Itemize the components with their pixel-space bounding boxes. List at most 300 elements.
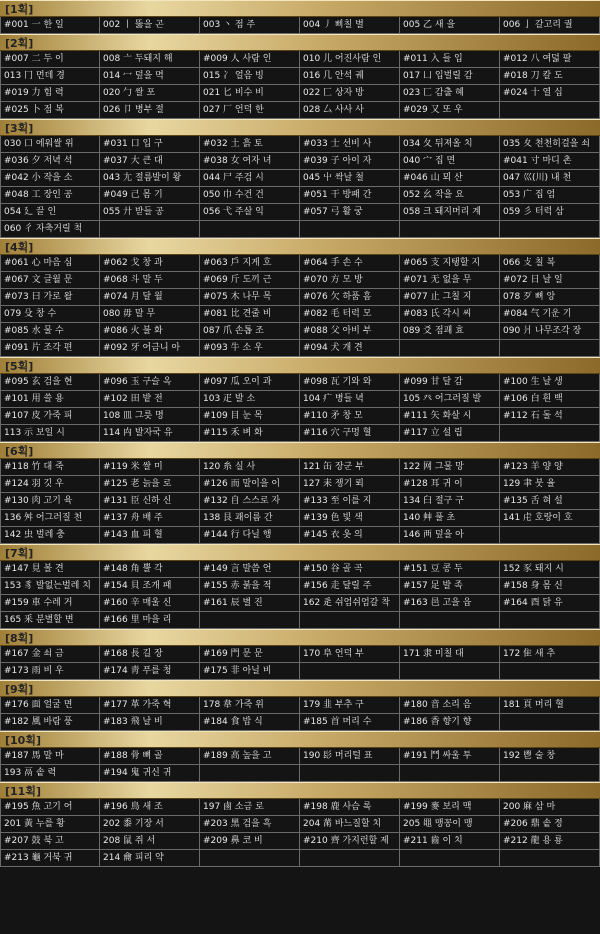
radical-cell: #099 甘 달 감 bbox=[400, 374, 500, 391]
radical-cell: 027 厂 언덕 한 bbox=[200, 102, 300, 119]
radical-cell: #042 小 작을 소 bbox=[0, 170, 100, 187]
radical-cell: #032 土 흙 토 bbox=[200, 136, 300, 153]
radical-cell: 078 歹 뼈 앙 bbox=[500, 289, 600, 306]
empty-cell bbox=[400, 850, 500, 867]
radical-cell: 028 厶 사사 사 bbox=[300, 102, 400, 119]
radical-cell: #025 卜 점 복 bbox=[0, 102, 100, 119]
radical-cell: #154 貝 조개 패 bbox=[100, 578, 200, 595]
table-row bbox=[0, 204, 600, 221]
table-row bbox=[0, 816, 600, 833]
radical-cell: 060 彳 자축거릴 척 bbox=[0, 221, 100, 238]
table-row bbox=[0, 748, 600, 765]
radical-cell: 140 艸 풀 초 bbox=[400, 510, 500, 527]
radical-cell: #063 戶 지게 호 bbox=[200, 255, 300, 272]
stroke-section bbox=[0, 629, 600, 680]
radical-cell: #048 工 장인 공 bbox=[0, 187, 100, 204]
empty-cell bbox=[400, 612, 500, 629]
radical-cell: #147 見 볼 견 bbox=[0, 561, 100, 578]
radical-cell: #049 己 몸 기 bbox=[100, 187, 200, 204]
radical-cell: 202 黍 기장 서 bbox=[100, 816, 200, 833]
radical-cell: #150 谷 골 곡 bbox=[300, 561, 400, 578]
radical-cell: 201 黃 누를 황 bbox=[0, 816, 100, 833]
radical-cell: 003 丶 점 주 bbox=[200, 17, 300, 34]
radical-cell: #086 火 불 화 bbox=[100, 323, 200, 340]
empty-cell bbox=[500, 850, 600, 867]
radical-cell: #177 革 가죽 혁 bbox=[100, 697, 200, 714]
radical-cell: 008 亠 두돼지 해 bbox=[100, 51, 200, 68]
empty-cell bbox=[200, 612, 300, 629]
radical-cell: 080 毋 말 무 bbox=[100, 306, 200, 323]
radical-cell: 105 癶 어그러질 발 bbox=[400, 391, 500, 408]
table-row bbox=[0, 425, 600, 442]
radical-cell: #085 水 물 수 bbox=[0, 323, 100, 340]
section-header: [3획] bbox=[0, 119, 600, 136]
table-row bbox=[0, 833, 600, 850]
radical-cell: 090 爿 나무조각 장 bbox=[500, 323, 600, 340]
table-row bbox=[0, 612, 600, 629]
radical-cell: #081 比 견줄 비 bbox=[200, 306, 300, 323]
radical-cell: #156 走 달릴 주 bbox=[300, 578, 400, 595]
radical-cell: 190 髟 머리털 표 bbox=[300, 748, 400, 765]
stroke-section bbox=[0, 357, 600, 442]
stroke-section bbox=[0, 442, 600, 544]
radical-cell: #158 身 몸 신 bbox=[500, 578, 600, 595]
table-row bbox=[0, 17, 600, 34]
table-row bbox=[0, 646, 600, 663]
radical-cell: #169 門 문 문 bbox=[200, 646, 300, 663]
radical-cell: #117 立 설 립 bbox=[400, 425, 500, 442]
radical-cell: 192 鬯 술 창 bbox=[500, 748, 600, 765]
radical-cell: 205 黽 맹꽁이 맹 bbox=[400, 816, 500, 833]
radical-cell: #065 支 지탱할 지 bbox=[400, 255, 500, 272]
radical-cell: 013 冂 먼데 경 bbox=[0, 68, 100, 85]
radical-cell: #166 里 마을 리 bbox=[100, 612, 200, 629]
radical-cell: 138 艮 괘이름 간 bbox=[200, 510, 300, 527]
table-row bbox=[0, 714, 600, 731]
radical-cell: 204 黹 바느질할 치 bbox=[300, 816, 400, 833]
radical-cell: #173 雨 비 우 bbox=[0, 663, 100, 680]
radical-cell: #046 山 뫼 산 bbox=[400, 170, 500, 187]
empty-cell bbox=[400, 765, 500, 782]
section-header: [9획] bbox=[0, 680, 600, 697]
empty-cell bbox=[200, 221, 300, 238]
radical-cell: #036 夕 저녁 석 bbox=[0, 153, 100, 170]
radical-cell: #024 十 열 십 bbox=[500, 85, 600, 102]
empty-cell bbox=[200, 850, 300, 867]
radical-cell: #157 足 발 족 bbox=[400, 578, 500, 595]
table-row bbox=[0, 289, 600, 306]
radical-cell: #189 高 높을 고 bbox=[200, 748, 300, 765]
radical-cell: #213 龜 거북 귀 bbox=[0, 850, 100, 867]
radical-cell: #051 干 방패 간 bbox=[300, 187, 400, 204]
radical-cell: 165 釆 분별할 변 bbox=[0, 612, 100, 629]
radical-cell: #182 風 바람 풍 bbox=[0, 714, 100, 731]
radical-cell: #106 白 흰 백 bbox=[500, 391, 600, 408]
table-row bbox=[0, 68, 600, 85]
radical-cell: #072 日 날 일 bbox=[500, 272, 600, 289]
empty-cell bbox=[300, 663, 400, 680]
section-header: [11획] bbox=[0, 782, 600, 799]
radical-cell: #062 戈 창 과 bbox=[100, 255, 200, 272]
radical-cell: 181 頁 머리 혈 bbox=[500, 697, 600, 714]
radical-cell: #174 靑 푸를 청 bbox=[100, 663, 200, 680]
radical-cell: #159 車 수레 거 bbox=[0, 595, 100, 612]
radical-cell: #180 音 소리 음 bbox=[400, 697, 500, 714]
empty-cell bbox=[500, 102, 600, 119]
radical-cell: #167 金 쇠 금 bbox=[0, 646, 100, 663]
radical-cell: #096 玉 구슬 옥 bbox=[100, 374, 200, 391]
radical-cell: 129 聿 붓 율 bbox=[500, 476, 600, 493]
radical-cell: #175 非 아닐 비 bbox=[200, 663, 300, 680]
radical-cell: 044 尸 주검 시 bbox=[200, 170, 300, 187]
radical-cell: 113 示 보일 시 bbox=[0, 425, 100, 442]
radical-cell: #185 首 머리 수 bbox=[300, 714, 400, 731]
radical-cell: 120 糸 실 사 bbox=[200, 459, 300, 476]
empty-cell bbox=[500, 425, 600, 442]
table-row bbox=[0, 374, 600, 391]
radical-cell: #029 又 또 우 bbox=[400, 102, 500, 119]
radical-cell: 172 隹 새 추 bbox=[500, 646, 600, 663]
table-row bbox=[0, 595, 600, 612]
empty-cell bbox=[500, 765, 600, 782]
radical-cell: #076 欠 하품 흠 bbox=[300, 289, 400, 306]
empty-cell bbox=[300, 765, 400, 782]
radical-cell: #183 飛 날 비 bbox=[100, 714, 200, 731]
radical-cell: #091 片 조각 편 bbox=[0, 340, 100, 357]
empty-cell bbox=[300, 221, 400, 238]
table-row bbox=[0, 459, 600, 476]
table-row bbox=[0, 102, 600, 119]
radical-cell: #210 齊 가지런할 제 bbox=[300, 833, 400, 850]
radical-cell: #176 面 얼굴 면 bbox=[0, 697, 100, 714]
radical-cell: 043 尢 절름발이 왕 bbox=[100, 170, 200, 187]
radical-cell: 026 卩 병부 절 bbox=[100, 102, 200, 119]
radical-cell: #088 父 아비 부 bbox=[300, 323, 400, 340]
section-header: [4획] bbox=[0, 238, 600, 255]
radical-cell: 014 冖 덮을 멱 bbox=[100, 68, 200, 85]
radical-cell: 052 幺 작을 요 bbox=[400, 187, 500, 204]
radical-cell: #110 矛 창 모 bbox=[300, 408, 400, 425]
empty-cell bbox=[500, 663, 600, 680]
radical-cell: 054 廴 끌 인 bbox=[0, 204, 100, 221]
table-row bbox=[0, 85, 600, 102]
radical-cell: #064 手 손 수 bbox=[300, 255, 400, 272]
radical-cell: #130 肉 고기 육 bbox=[0, 493, 100, 510]
stroke-section bbox=[0, 731, 600, 782]
radical-cell: #148 角 뿔 각 bbox=[100, 561, 200, 578]
empty-cell bbox=[500, 527, 600, 544]
table-row bbox=[0, 153, 600, 170]
radical-cell: #038 女 여자 녀 bbox=[200, 153, 300, 170]
radical-cell: #012 八 여덟 팔 bbox=[500, 51, 600, 68]
table-row bbox=[0, 136, 600, 153]
radical-cell: 047 巛(川) 내 천 bbox=[500, 170, 600, 187]
table-row bbox=[0, 765, 600, 782]
radical-cell: #084 气 기운 기 bbox=[500, 306, 600, 323]
table-row bbox=[0, 391, 600, 408]
radical-cell: 162 辵 쉬엄쉬엄갈 착 bbox=[300, 595, 400, 612]
radical-cell: 015 冫 얼음 빙 bbox=[200, 68, 300, 85]
table-row bbox=[0, 408, 600, 425]
radical-cell: #074 月 달 월 bbox=[100, 289, 200, 306]
radical-cell: #125 老 늙을 로 bbox=[100, 476, 200, 493]
table-row bbox=[0, 510, 600, 527]
empty-cell bbox=[300, 850, 400, 867]
radical-cell: #199 麥 보리 맥 bbox=[400, 799, 500, 816]
radical-cell: 079 殳 창 수 bbox=[0, 306, 100, 323]
radical-cell: #151 豆 콩 두 bbox=[400, 561, 500, 578]
empty-cell bbox=[300, 612, 400, 629]
radical-cell: #155 赤 붉을 적 bbox=[200, 578, 300, 595]
radical-cell: 208 鼠 쥐 서 bbox=[100, 833, 200, 850]
empty-cell bbox=[500, 612, 600, 629]
empty-cell bbox=[500, 714, 600, 731]
radical-cell: #009 人 사람 인 bbox=[200, 51, 300, 68]
radical-cell: #033 士 선비 사 bbox=[300, 136, 400, 153]
table-row bbox=[0, 697, 600, 714]
radical-cell: 006 亅 갈고리 궐 bbox=[500, 17, 600, 34]
radical-cell: 153 豸 발없는벌레 치 bbox=[0, 578, 100, 595]
radical-cell: #018 刀 칼 도 bbox=[500, 68, 600, 85]
radical-cell: 114 禸 발자국 유 bbox=[100, 425, 200, 442]
radical-cell: #061 心 마음 심 bbox=[0, 255, 100, 272]
radical-cell: 121 缶 장군 부 bbox=[300, 459, 400, 476]
radical-cell: 035 夊 천천히걸을 쇠 bbox=[500, 136, 600, 153]
table-row bbox=[0, 221, 600, 238]
radical-cell: 178 韋 가죽 위 bbox=[200, 697, 300, 714]
radical-cell: 146 襾 덮을 아 bbox=[400, 527, 500, 544]
radical-cell: #037 大 큰 대 bbox=[100, 153, 200, 170]
radical-cell: #135 舌 혀 설 bbox=[500, 493, 600, 510]
radical-cell: 030 口 에워쌀 위 bbox=[0, 136, 100, 153]
stroke-section bbox=[0, 680, 600, 731]
radical-cell: #094 犬 개 견 bbox=[300, 340, 400, 357]
radical-cell: 050 巾 수건 건 bbox=[200, 187, 300, 204]
empty-cell bbox=[500, 340, 600, 357]
radical-cell: #075 木 나무 목 bbox=[200, 289, 300, 306]
radical-cell: 193 鬲 솥 력 bbox=[0, 765, 100, 782]
radical-cell: #126 而 말이을 이 bbox=[200, 476, 300, 493]
radical-cell: 103 疋 발 소 bbox=[200, 391, 300, 408]
radical-cell: #133 至 이를 지 bbox=[300, 493, 400, 510]
radical-cell: 016 几 안석 궤 bbox=[300, 68, 400, 85]
radical-cell: #119 米 쌀 미 bbox=[100, 459, 200, 476]
radical-cell: 141 虍 호랑이 호 bbox=[500, 510, 600, 527]
radical-cell: 053 广 집 엄 bbox=[500, 187, 600, 204]
radical-cell: #093 牛 소 우 bbox=[200, 340, 300, 357]
stroke-section bbox=[0, 119, 600, 238]
section-header: [6획] bbox=[0, 442, 600, 459]
radical-cell: 136 舛 어그러질 천 bbox=[0, 510, 100, 527]
radical-cell: #098 瓦 기와 와 bbox=[300, 374, 400, 391]
radical-cell: 058 크 돼지머리 계 bbox=[400, 204, 500, 221]
radical-cell: 127 耒 쟁기 뢰 bbox=[300, 476, 400, 493]
radical-cell: 152 豕 돼지 시 bbox=[500, 561, 600, 578]
radical-cell: #186 香 향기 향 bbox=[400, 714, 500, 731]
empty-cell bbox=[400, 340, 500, 357]
radical-cell: #069 斤 도끼 근 bbox=[200, 272, 300, 289]
radical-cell: 197 鹵 소금 로 bbox=[200, 799, 300, 816]
radical-cell: #128 耳 귀 이 bbox=[400, 476, 500, 493]
section-header: [1획] bbox=[0, 0, 600, 17]
radical-cell: #031 口 입 구 bbox=[100, 136, 200, 153]
radical-cell: #019 力 힘 력 bbox=[0, 85, 100, 102]
radical-cell: 021 匕 비수 비 bbox=[200, 85, 300, 102]
radical-cell: 040 宀 집 면 bbox=[400, 153, 500, 170]
radical-cell: #203 黑 검을 흑 bbox=[200, 816, 300, 833]
radical-cell: #071 无 없을 무 bbox=[400, 272, 500, 289]
radical-cell: 171 隶 미칠 대 bbox=[400, 646, 500, 663]
radical-cell: 005 乙 새 을 bbox=[400, 17, 500, 34]
radical-cell: #212 龍 용 룡 bbox=[500, 833, 600, 850]
table-row bbox=[0, 51, 600, 68]
radical-cell: 104 疒 병들 녁 bbox=[300, 391, 400, 408]
radical-cell: 056 弋 주살 익 bbox=[200, 204, 300, 221]
radical-cell: 022 匚 상자 방 bbox=[300, 85, 400, 102]
table-row bbox=[0, 561, 600, 578]
table-row bbox=[0, 170, 600, 187]
radical-cell: #077 止 그칠 지 bbox=[400, 289, 500, 306]
table-row bbox=[0, 850, 600, 867]
empty-cell bbox=[500, 221, 600, 238]
empty-cell bbox=[400, 663, 500, 680]
radical-cell: 179 韭 부추 구 bbox=[300, 697, 400, 714]
table-row bbox=[0, 255, 600, 272]
radical-cell: #123 羊 양 양 bbox=[500, 459, 600, 476]
table-row bbox=[0, 306, 600, 323]
radical-cell: #041 寸 마디 촌 bbox=[500, 153, 600, 170]
radical-cell: 002 丨 뚫을 곤 bbox=[100, 17, 200, 34]
radical-cell: 059 彡 터럭 삼 bbox=[500, 204, 600, 221]
radical-cell: #145 衣 옷 의 bbox=[300, 527, 400, 544]
section-header: [5획] bbox=[0, 357, 600, 374]
radical-cell: #144 行 다닐 행 bbox=[200, 527, 300, 544]
radical-cell: 004 丿 삐칠 별 bbox=[300, 17, 400, 34]
stroke-section bbox=[0, 544, 600, 629]
radical-cell: #112 石 돌 석 bbox=[500, 408, 600, 425]
radical-cell: 023 匸 감출 혜 bbox=[400, 85, 500, 102]
radical-cell: #191 鬥 싸울 투 bbox=[400, 748, 500, 765]
radical-cell: 089 爻 점괘 효 bbox=[400, 323, 500, 340]
radical-cell: #206 鼎 솥 정 bbox=[500, 816, 600, 833]
radical-cell: 066 攴 칠 복 bbox=[500, 255, 600, 272]
radical-cell: #067 文 글월 문 bbox=[0, 272, 100, 289]
radical-cell: #149 言 말씀 언 bbox=[200, 561, 300, 578]
radical-cell: #139 色 빛 색 bbox=[300, 510, 400, 527]
radical-cell: #132 自 스스로 자 bbox=[200, 493, 300, 510]
radical-cell: #195 魚 고기 어 bbox=[0, 799, 100, 816]
table-row bbox=[0, 493, 600, 510]
table-row bbox=[0, 187, 600, 204]
radical-cell: #184 食 밥 식 bbox=[200, 714, 300, 731]
table-row bbox=[0, 578, 600, 595]
section-header: [7획] bbox=[0, 544, 600, 561]
radical-cell: #092 牙 어금니 아 bbox=[100, 340, 200, 357]
radical-cell: #143 血 피 혈 bbox=[100, 527, 200, 544]
stroke-section bbox=[0, 238, 600, 357]
radical-cell: #211 齒 이 치 bbox=[400, 833, 500, 850]
radical-cell: #209 鼻 코 비 bbox=[200, 833, 300, 850]
radical-cell: 200 麻 삼 마 bbox=[500, 799, 600, 816]
stroke-section bbox=[0, 34, 600, 119]
radical-cell: #160 辛 매울 신 bbox=[100, 595, 200, 612]
radical-cell: 045 屮 싹날 철 bbox=[300, 170, 400, 187]
radical-cell: 122 网 그물 망 bbox=[400, 459, 500, 476]
radical-cell: #083 氏 각시 씨 bbox=[400, 306, 500, 323]
radical-cell: #097 瓜 오이 과 bbox=[200, 374, 300, 391]
radical-cell: #073 曰 가로 왈 bbox=[0, 289, 100, 306]
radical-cell: 020 勹 쌀 포 bbox=[100, 85, 200, 102]
radical-cell: #137 舟 배 주 bbox=[100, 510, 200, 527]
section-header: [8획] bbox=[0, 629, 600, 646]
radical-cell: #102 田 밭 전 bbox=[100, 391, 200, 408]
table-row bbox=[0, 272, 600, 289]
radical-cell: #011 入 들 입 bbox=[400, 51, 500, 68]
radical-cell: #115 禾 벼 화 bbox=[200, 425, 300, 442]
radical-cell: #194 鬼 귀신 귀 bbox=[100, 765, 200, 782]
radical-cell: #207 鼓 북 고 bbox=[0, 833, 100, 850]
radical-cell: 034 夂 뒤져올 치 bbox=[400, 136, 500, 153]
radical-cell: #118 竹 대 죽 bbox=[0, 459, 100, 476]
radical-cell: #100 生 날 생 bbox=[500, 374, 600, 391]
radical-cell: 134 臼 절구 구 bbox=[400, 493, 500, 510]
table-row bbox=[0, 323, 600, 340]
radical-cell: #095 玄 검을 현 bbox=[0, 374, 100, 391]
table-row bbox=[0, 663, 600, 680]
radical-cell: #131 臣 신하 신 bbox=[100, 493, 200, 510]
radical-cell: #007 二 두 이 bbox=[0, 51, 100, 68]
stroke-section bbox=[0, 782, 600, 867]
table-row bbox=[0, 340, 600, 357]
table-row bbox=[0, 799, 600, 816]
radical-cell: 142 虫 벌레 충 bbox=[0, 527, 100, 544]
empty-cell bbox=[200, 765, 300, 782]
radical-cell: 108 皿 그릇 명 bbox=[100, 408, 200, 425]
radical-cell: #068 斗 말 두 bbox=[100, 272, 200, 289]
radical-cell: #082 毛 터럭 모 bbox=[300, 306, 400, 323]
empty-cell bbox=[400, 221, 500, 238]
radical-cell: #188 骨 뼈 골 bbox=[100, 748, 200, 765]
radical-cell: #039 子 아이 자 bbox=[300, 153, 400, 170]
radical-cell: #070 方 모 방 bbox=[300, 272, 400, 289]
radical-cell: #187 馬 말 마 bbox=[0, 748, 100, 765]
radical-cell: 010 儿 어진사람 인 bbox=[300, 51, 400, 68]
radical-cell: #124 羽 깃 우 bbox=[0, 476, 100, 493]
radical-cell: #057 弓 활 궁 bbox=[300, 204, 400, 221]
stroke-section bbox=[0, 0, 600, 34]
section-header: [10획] bbox=[0, 731, 600, 748]
radical-cell: #101 用 쓸 용 bbox=[0, 391, 100, 408]
radical-cell: #161 辰 별 진 bbox=[200, 595, 300, 612]
radical-cell: #107 皮 가죽 피 bbox=[0, 408, 100, 425]
radical-cell: #109 目 눈 목 bbox=[200, 408, 300, 425]
radical-cell: #196 鳥 새 조 bbox=[100, 799, 200, 816]
section-header: [2획] bbox=[0, 34, 600, 51]
radical-cell: #001 一 한 일 bbox=[0, 17, 100, 34]
radical-cell: #168 長 길 장 bbox=[100, 646, 200, 663]
radical-cell: #198 鹿 사슴 록 bbox=[300, 799, 400, 816]
radical-cell: #116 穴 구멍 혈 bbox=[300, 425, 400, 442]
radical-cell: #111 矢 화살 시 bbox=[400, 408, 500, 425]
table-row bbox=[0, 476, 600, 493]
radical-cell: 214 龠 피리 약 bbox=[100, 850, 200, 867]
radical-cell: 087 爪 손톱 조 bbox=[200, 323, 300, 340]
radical-cell: #164 酉 닭 유 bbox=[500, 595, 600, 612]
radical-cell: 017 凵 입벌릴 감 bbox=[400, 68, 500, 85]
empty-cell bbox=[100, 221, 200, 238]
radical-cell: 170 阜 언덕 부 bbox=[300, 646, 400, 663]
radical-cell: #163 邑 고을 읍 bbox=[400, 595, 500, 612]
